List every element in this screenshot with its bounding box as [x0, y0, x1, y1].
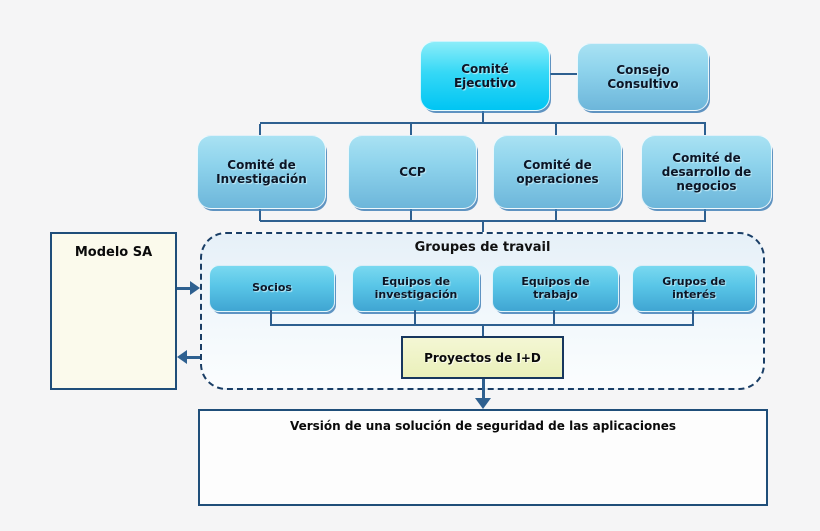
connector-executive-advisory [548, 73, 577, 75]
node-modelo-sa [50, 232, 177, 390]
committee-ccp-label: CCP [399, 164, 426, 179]
node-committee-operaciones [493, 135, 622, 209]
connector-equipos-inv-down [414, 310, 416, 325]
node-group-equipos-trabajo [492, 265, 619, 312]
connector-committee-4-down [704, 207, 706, 221]
committee-desarrollo-label: Comité de desarrollo de negocios [661, 150, 752, 194]
node-group-grupos-interes [632, 265, 756, 312]
advisory-council-label: Consejo Consultivo [607, 62, 679, 91]
arrow-left-icon [177, 350, 187, 364]
node-committee-ccp [348, 135, 477, 209]
connector-committee-1-down [259, 207, 261, 221]
result-label: Versión de una solución de seguridad de las aplicaciones [289, 419, 677, 433]
connector-committee-3-down [555, 207, 557, 221]
group-socios-label: Socios [252, 281, 292, 295]
node-group-equipos-investigacion [352, 265, 480, 312]
node-committee-investigacion [197, 135, 326, 209]
committee-operaciones-label: Comité de operaciones [516, 157, 599, 186]
connector-socios-down [270, 310, 272, 325]
node-proyectos [401, 336, 564, 379]
connector-committee-2-down [410, 207, 412, 221]
connector-to-projects [482, 326, 484, 336]
group-equipos-trabajo-label: Equipos de trabajo [521, 274, 590, 301]
node-result [198, 409, 768, 506]
group-equipos-investigacion-label: Equipos de investigación [374, 274, 458, 301]
node-group-socios [209, 265, 335, 312]
modelo-sa-label: Modelo SA [74, 245, 153, 260]
arrow-right-icon [190, 281, 200, 295]
node-executive-committee [420, 41, 550, 111]
proyectos-label: Proyectos de I+D [424, 350, 541, 365]
connector-equipos-trab-down [553, 310, 555, 325]
group-grupos-interes-label: Grupos de interés [662, 274, 726, 301]
node-advisory-council [577, 43, 709, 111]
connector-projects-down [482, 379, 485, 399]
executive-committee-label: Comité Ejecutivo [453, 61, 517, 90]
connector-grupos-interes-down [692, 310, 694, 325]
connector-bus-top [260, 122, 706, 124]
arrow-down-icon [475, 398, 491, 409]
work-groups-title: Groupes de travail [414, 240, 551, 255]
connector-container-to-model [187, 356, 200, 359]
node-committee-desarrollo [641, 135, 772, 209]
committee-investigacion-label: Comité de Investigación [216, 157, 307, 186]
